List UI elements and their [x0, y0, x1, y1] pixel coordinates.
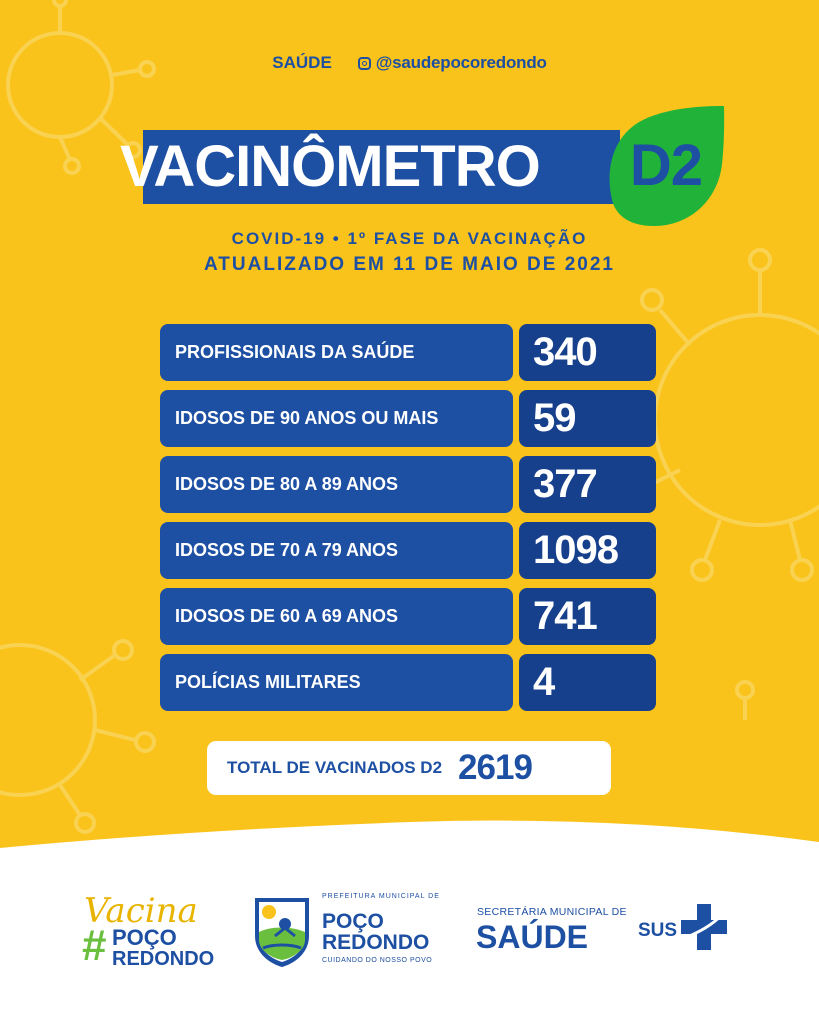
total-box [207, 741, 611, 795]
group-label: IDOSOS DE 80 A 89 ANOS [160, 456, 513, 513]
social-handle-text: @saudepocoredondo [375, 53, 547, 72]
group-value: 741 [519, 588, 656, 645]
header-bar [0, 50, 819, 76]
social-handle [358, 53, 547, 73]
campaign-logo [80, 893, 240, 973]
group-label: IDOSOS DE 60 A 69 ANOS [160, 588, 513, 645]
campaign-hash: # [82, 921, 107, 970]
campaign-line2: REDONDO [112, 948, 215, 970]
total-label: TOTAL DE VACINADOS D2 [227, 758, 443, 777]
page-title: VACINÔMETRO [120, 134, 540, 199]
municipal-crest-icon [251, 892, 313, 968]
table-row [160, 324, 657, 381]
vaccination-table [160, 324, 657, 720]
campaign-line1: POÇO [112, 925, 177, 950]
subtitle-updated: ATUALIZADO EM 11 DE MAIO DE 2021 [204, 254, 615, 275]
table-row [160, 390, 657, 447]
secretaria-big: SAÚDE [476, 919, 589, 955]
instagram-icon [358, 57, 371, 70]
sus-cross-icon [681, 904, 727, 950]
prefeitura-small: PREFEITURA MUNICIPAL DE [322, 893, 440, 900]
table-row [160, 522, 657, 579]
prefeitura-line1: POÇO [322, 910, 384, 933]
table-row [160, 654, 657, 711]
dose-badge: D2 [629, 133, 703, 198]
group-label: IDOSOS DE 90 ANOS OU MAIS [160, 390, 513, 447]
group-label: IDOSOS DE 70 A 79 ANOS [160, 522, 513, 579]
group-label: POLÍCIAS MILITARES [160, 654, 513, 711]
campaign-script: Vacina [84, 891, 198, 931]
group-value: 59 [519, 390, 656, 447]
prefeitura-tagline: CUIDANDO DO NOSSO POVO [322, 957, 433, 964]
total-value: 2619 [458, 748, 532, 787]
group-value: 340 [519, 324, 656, 381]
sus-label: SUS [638, 920, 678, 941]
group-value: 4 [519, 654, 656, 711]
group-value: 377 [519, 456, 656, 513]
table-row [160, 588, 657, 645]
prefeitura-line2: REDONDO [322, 931, 430, 954]
section-label: SAÚDE [272, 53, 332, 72]
secretaria-small: SECRETÁRIA MUNICIPAL DE [477, 906, 627, 918]
subtitle-phase: COVID-19 • 1º FASE DA VACINAÇÃO [231, 229, 588, 248]
group-value: 1098 [519, 522, 656, 579]
group-label: PROFISSIONAIS DA SAÚDE [160, 324, 513, 381]
table-row [160, 456, 657, 513]
